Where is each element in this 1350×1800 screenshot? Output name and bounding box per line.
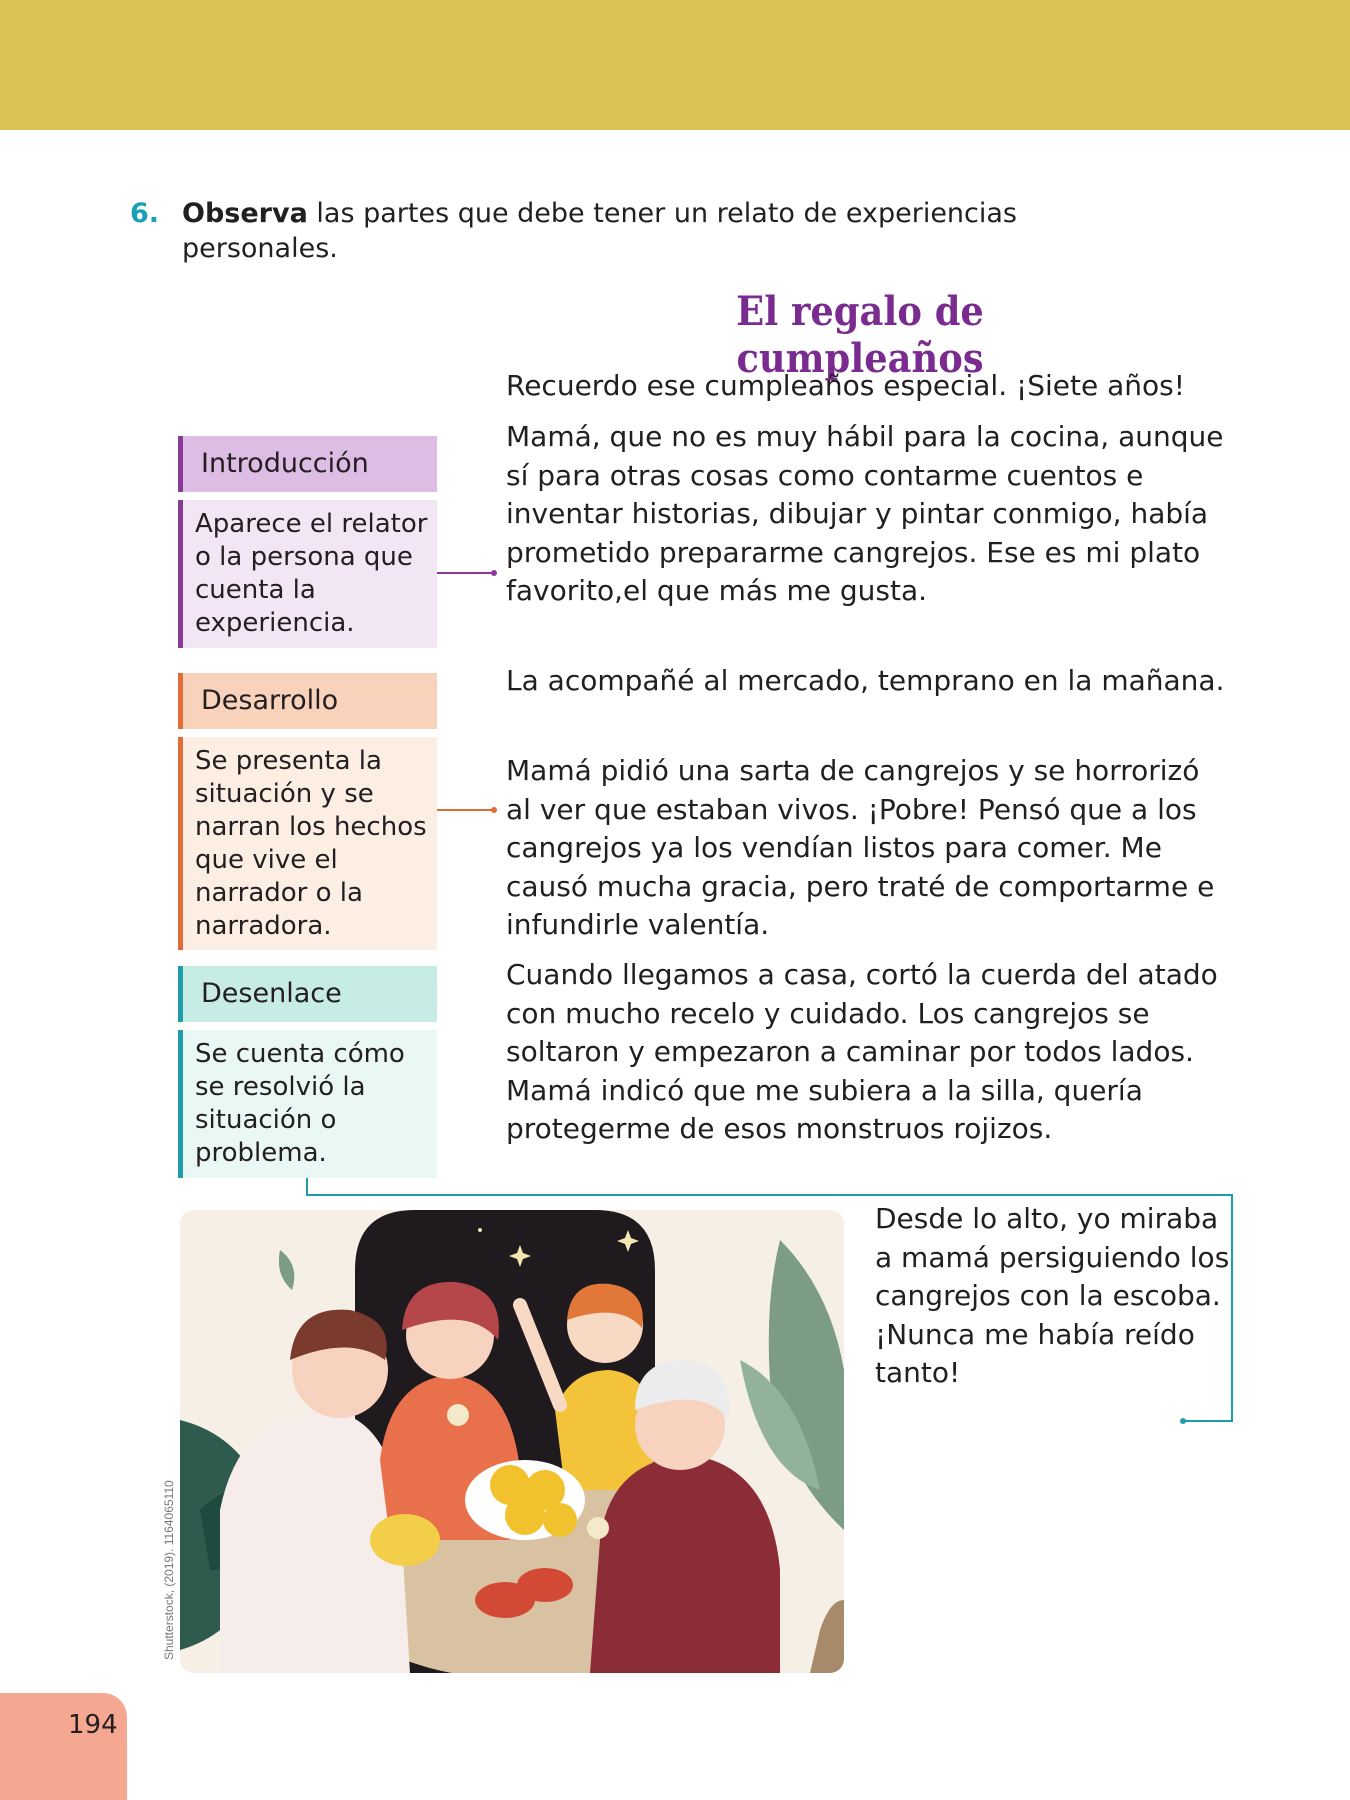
intro-connector-dot bbox=[491, 570, 497, 576]
intro-label: Introducción bbox=[178, 436, 437, 492]
page-number: 194 bbox=[68, 1710, 118, 1740]
outcome-description: Se cuenta cómo se resolvió la situación o problema. bbox=[178, 1030, 437, 1178]
development-label: Desarrollo bbox=[178, 673, 437, 729]
story-title: El regalo de cumpleaños bbox=[736, 288, 984, 382]
story-paragraph-3: La acompañé al mercado, temprano en la mañana. bbox=[506, 664, 1225, 697]
image-credit: Shutterstock, (2019). 1164065110 bbox=[162, 1480, 176, 1660]
story-paragraph-2: Mamá, que no es muy hábil para la cocina, aunque sí para otras cosas como contarme cuentos e inventar historias, dibujar y pintar conmigo, había prometido prepararme cangrejos. Ese es mi plato favorito,el que más me gusta. bbox=[506, 420, 1224, 607]
outcome-label: Desenlace bbox=[178, 966, 437, 1022]
outcome-connector-dot bbox=[1180, 1418, 1186, 1424]
instruction-text: las partes que debe tener un relato de experiencias personales. bbox=[182, 198, 1017, 264]
instruction-number: 6. bbox=[130, 198, 160, 229]
header-band bbox=[0, 0, 1350, 130]
family-dinner-illustration bbox=[180, 1210, 844, 1673]
development-connector-dot bbox=[491, 807, 497, 813]
story-paragraph-5: Cuando llegamos a casa, cortó la cuerda del atado con mucho recelo y cuidado. Los cangrejos se soltaron y empezaron a caminar por todos lados. Mamá indicó que me subiera a la silla, quería protegerme de esos monstruos rojizos. bbox=[506, 958, 1218, 1145]
instruction-verb: Observa bbox=[182, 198, 308, 229]
development-description: Se presenta la situación y se narran los hechos que vive el narrador o la narradora. bbox=[178, 737, 437, 950]
instruction bbox=[130, 196, 1090, 266]
story-paragraph-1: Recuerdo ese cumpleaños especial. ¡Siete años! bbox=[506, 369, 1185, 402]
intro-description: Aparece el relator o la persona que cuenta la experiencia. bbox=[178, 500, 437, 648]
story-paragraph-4: Mamá pidió una sarta de cangrejos y se horrorizó al ver que estaban vivos. ¡Pobre! Pensó que a los cangrejos ya los vendían listos para comer. Me causó mucha gracia, pero traté de comportarme e infundirle valentía. bbox=[506, 754, 1215, 941]
story-paragraph-6: Desde lo alto, yo miraba a mamá persiguiendo los cangrejos con la escoba. ¡Nunca me había reído tanto! bbox=[875, 1202, 1230, 1389]
